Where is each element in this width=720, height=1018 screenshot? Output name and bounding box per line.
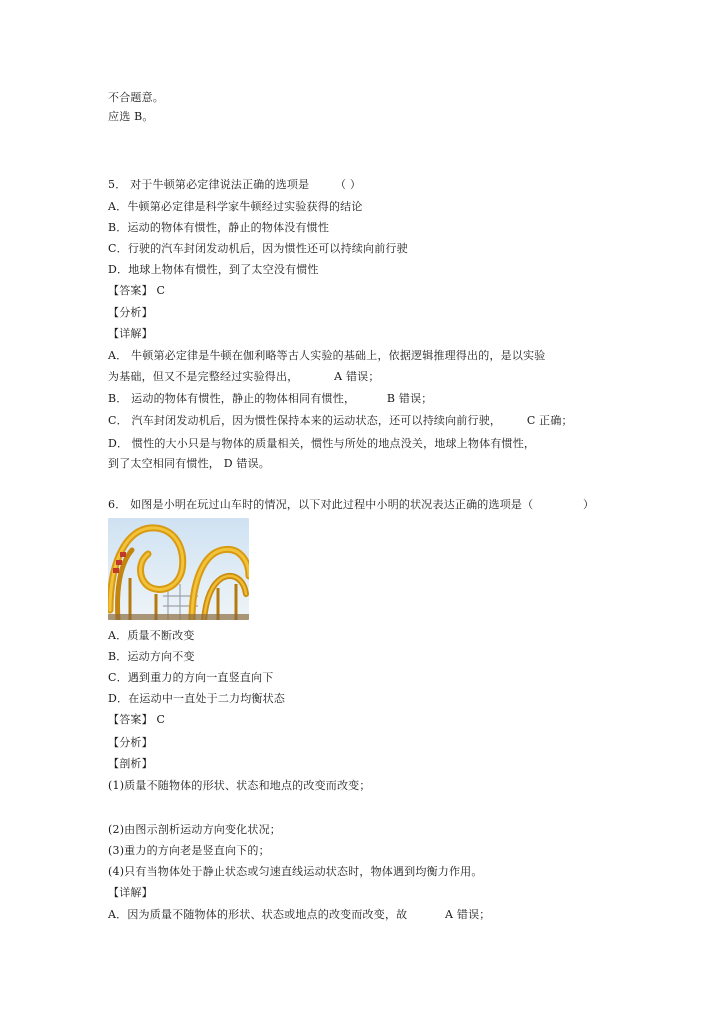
q5-answer-bracket: （ ） [335,178,362,191]
q6-answer-bracket-close: ） [583,498,595,511]
q5-option-a: A．牛顿第必定律是科学家牛顿经过实验获得的结论 [108,200,363,213]
q5-answer: 【答案】 C [108,284,166,297]
q6-point-3: (3)重力的方向老是竖直向下的； [108,844,270,857]
q6-detail-a-judgement: A 错误； [445,908,491,921]
q5-detail-a-judgement: A 错误； [334,370,380,383]
q6-detail-a-text: A．因为质量不随物体的形状、状态或地点的改变而改变，故 [108,908,408,921]
q6-analysis-tag: 【分析】 [108,736,153,749]
q6-option-c: C．遇到重力的方向一直竖直向下 [108,671,274,684]
q5-detail-tag: 【详解】 [108,327,153,340]
q5-detail-b-text: B． 运动的物体有惯性，静止的物体相同有惯性， [108,392,356,405]
q5-detail-d-line-2: 到了太空相同有惯性， D 错误。 [108,457,271,470]
q6-detail-a [108,908,491,922]
q5-detail-b-judgement: B 错误； [386,392,433,405]
q5-detail-a-line-2 [108,370,380,384]
q5-detail-b [108,392,432,406]
q5-stem-text: 5． 对于牛顿第必定律说法正确的选项是 [108,178,310,191]
q6-option-a: A．质量不断改变 [108,629,195,642]
q5-detail-d-line-1: D． 惯性的大小只是与物体的质量相关，惯性与所处的地点没关，地球上物体有惯性， [108,437,536,450]
q6-stem-text: 6． 如图是小明在玩过山车时的情况，以下对此过程中小明的状况表达正确的选项是（ [108,498,534,511]
q5-detail-a-line-1: A． 牛顿第必定律是牛顿在伽利略等古人实验的基础上，依据逻辑推理得出的，是以实验 [108,349,546,362]
q6-option-d: D．在运动中一直处于二力均衡状态 [108,692,286,705]
q5-detail-c [108,414,573,428]
q6-point-4: (4)只有当物体处于静止状态或匀速直线运动状态时，物体遇到均衡力作用。 [108,865,483,878]
q6-discussion-tag: 【剖析】 [108,757,153,770]
q5-detail-a-text: 为基础，但又不是完整经过实验得出， [108,370,299,383]
q6-answer: 【答案】 C [108,713,166,726]
q6-stem [108,498,594,512]
roller-coaster-photo [108,518,249,620]
q5-analysis-tag: 【分析】 [108,306,153,319]
q6-point-2: (2)由图示剖析运动方向变化状况； [108,823,281,836]
q6-detail-tag: 【详解】 [108,886,153,899]
q5-option-c: C．行驶的汽车封闭发动机后，因为惯性还可以持续向前行驶 [108,242,408,255]
q5-stem [108,178,361,192]
prev-answer-line-2: 应选 B。 [108,110,154,123]
q6-option-b: B．运动方向不变 [108,650,195,663]
q5-option-b: B．运动的物体有惯性，静止的物体没有惯性 [108,221,330,234]
q5-option-d: D．地球上物体有惯性，到了太空没有惯性 [108,263,319,276]
prev-answer-line-1: 不合题意。 [108,91,164,104]
q5-detail-c-text: C． 汽车封闭发动机后，因为惯性保持本来的运动状态，还可以持续向前行驶， [108,414,502,427]
q5-detail-c-judgement: C 正确； [526,414,573,427]
q6-point-1: (1)质量不随物体的形状、状态和地点的改变而改变； [108,779,371,792]
